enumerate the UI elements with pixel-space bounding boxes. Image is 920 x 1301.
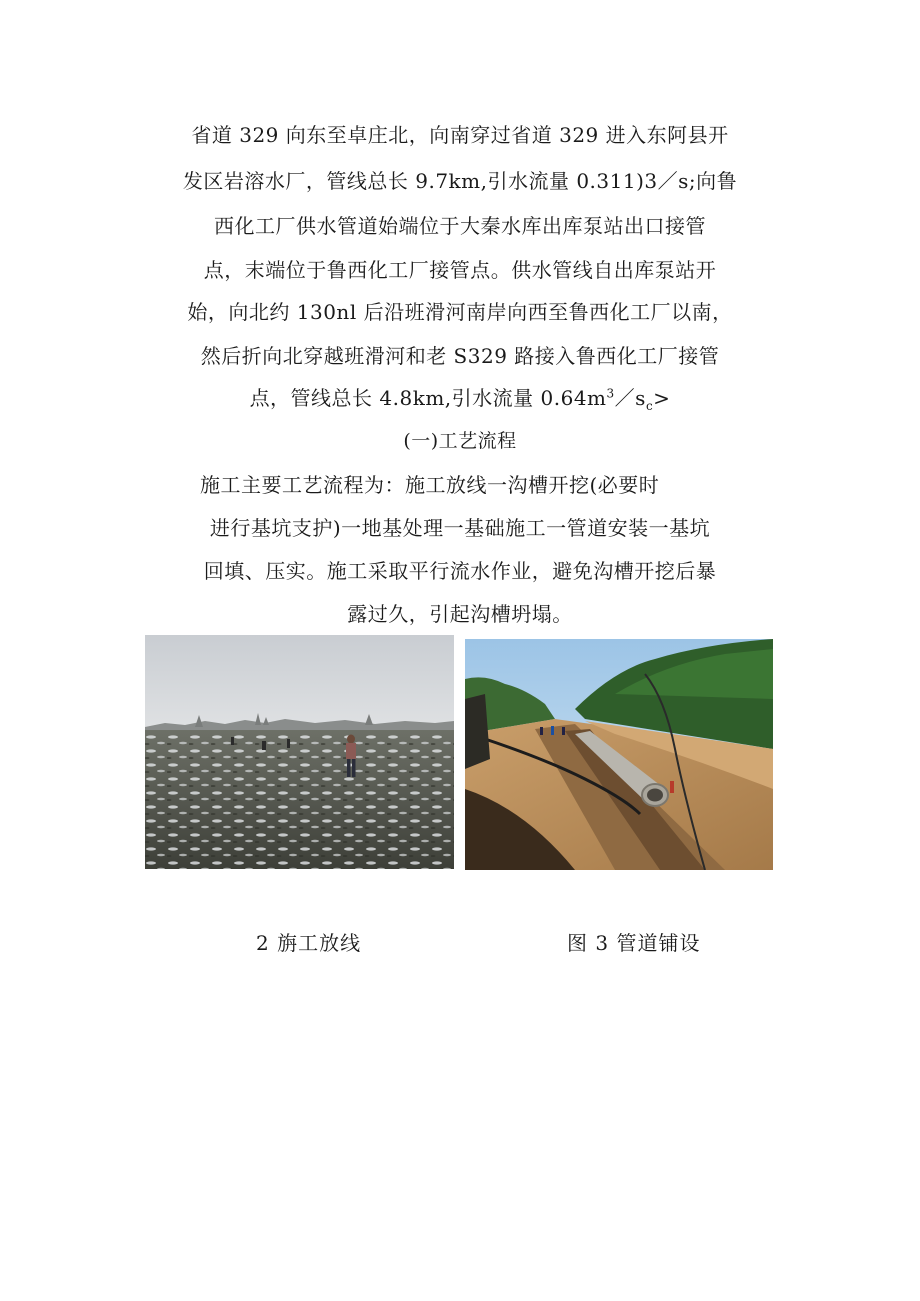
paragraph-1-line-5: 始，向北约 130nl 后沿班滑河南岸向西至鲁西化工厂以南， <box>187 300 733 324</box>
pipe-laying-photo <box>465 639 773 870</box>
subscript-c: c <box>645 399 654 413</box>
section-heading: (一)工艺流程 <box>403 430 517 452</box>
paragraph-1-line-4: 点，末端位于鲁西化工厂接管点。供水管线自出库泵站开 <box>203 258 717 282</box>
paragraph-1-line-7-end: > <box>653 386 671 410</box>
paragraph-2-line-2: 进行基坑支护)一地基处理一基础施工一管道安装一基坑 <box>209 516 711 540</box>
paragraph-2-line-4: 露过久，引起沟槽坍塌。 <box>347 602 573 626</box>
staking-photo <box>145 635 454 869</box>
paragraph-1-line-3: 西化工厂供水管道始端位于大秦水库出库泵站出口接管 <box>214 214 706 238</box>
superscript-3: 3 <box>606 386 615 401</box>
paragraph-2-line-1: 施工主要工艺流程为：施工放线一沟槽开挖(必要时 <box>200 473 660 497</box>
paragraph-2-line-3: 回填、压实。施工采取平行流水作业，避免沟槽开挖后暴 <box>203 559 717 583</box>
paragraph-1-line-7-unit: ／s <box>614 386 646 410</box>
paragraph-1-line-6: 然后折向北穿越班滑河和老 S329 路接入鲁西化工厂接管 <box>200 344 720 368</box>
paragraph-1-line-7-text: 点，管线总长 4.8km,引水流量 0.64m <box>249 386 607 410</box>
paragraph-1-line-7 <box>0 384 920 412</box>
paragraph-1-line-2: 发区岩溶水厂，管线总长 9.7km,引水流量 0.311)3／s;向鲁 <box>182 169 738 193</box>
figure-2-caption: 2 旃工放线 <box>256 931 362 955</box>
figure-3-caption: 图 3 管道铺设 <box>567 931 701 955</box>
paragraph-1-line-1: 省道 329 向东至卓庄北，向南穿过省道 329 进入东阿县开 <box>191 123 729 147</box>
